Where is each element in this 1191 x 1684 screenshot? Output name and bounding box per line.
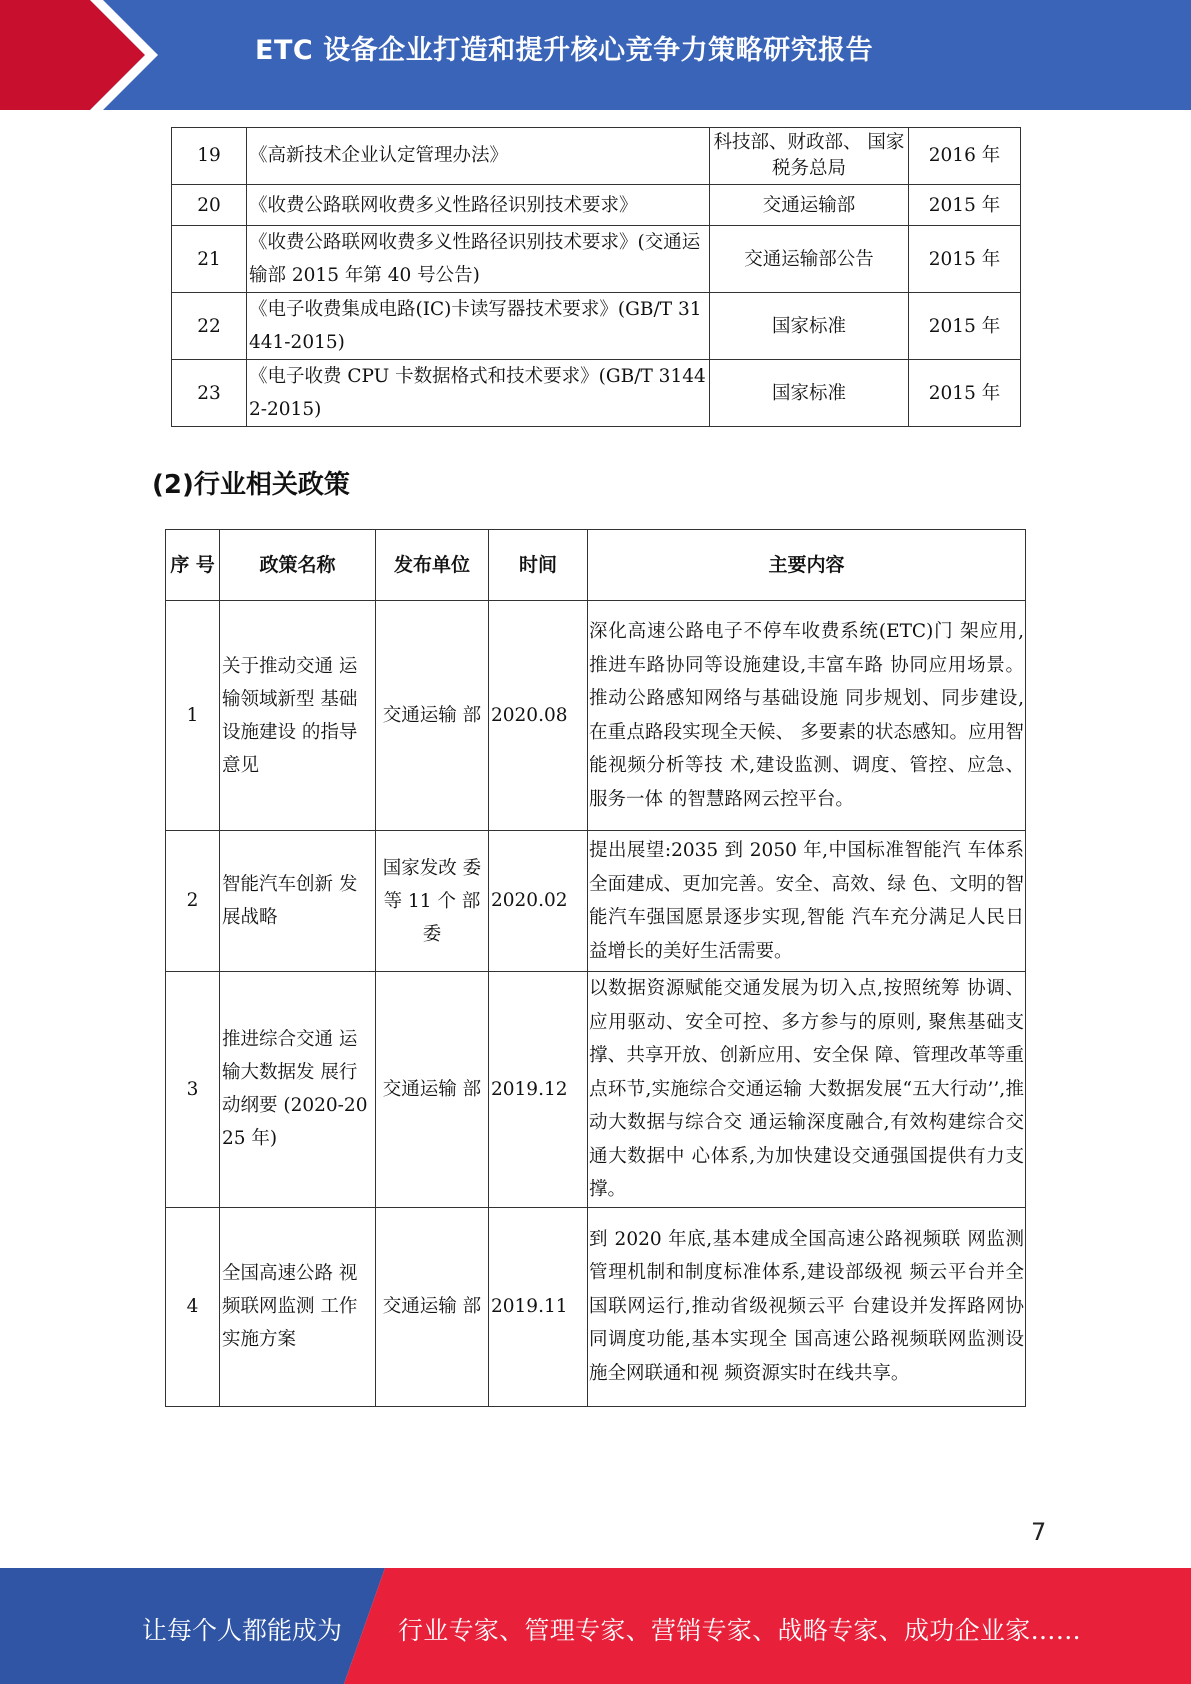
- table-row: [172, 360, 1021, 427]
- standards-table: [171, 127, 1021, 427]
- issuer: 交通运输 部: [376, 1207, 489, 1406]
- column-header-no: 序 号: [166, 530, 220, 601]
- issuer: 科技部、财政部、 国家税务总局: [710, 128, 909, 185]
- date: 2020.08: [489, 601, 588, 831]
- policy-name: 全国高速公路 视频联网监测 工作实施方案: [220, 1207, 376, 1406]
- policy-table: [165, 529, 1026, 1407]
- row-number: 1: [166, 601, 220, 831]
- row-number: 20: [172, 185, 247, 226]
- table-row: [166, 601, 1026, 831]
- row-number: 23: [172, 360, 247, 427]
- header-title: ETC 设备企业打造和提升核心竞争力策略研究报告: [255, 35, 874, 66]
- row-number: 3: [166, 972, 220, 1208]
- date: 2019.12: [489, 972, 588, 1208]
- date: 2019.11: [489, 1207, 588, 1406]
- column-header-issuer: 发布单位: [376, 530, 489, 601]
- table-row: [172, 293, 1021, 360]
- footer-slogan-right: 行业专家、管理专家、营销专家、战略专家、成功企业家……: [398, 1616, 1082, 1645]
- policy-name: 推进综合交通 运输大数据发 展行动纲要 (2020-2025 年): [220, 972, 376, 1208]
- issuer: 交通运输部公告: [710, 226, 909, 293]
- column-header-content: 主要内容: [588, 530, 1026, 601]
- policy-content: 深化高速公路电子不停车收费系统(ETC)门 架应用,推进车路协同等设施建设,丰富车路 协同应用场景。推动公路感知网络与基础设施 同步规划、同步建设,在重点路段实现全天候、 多要素的状态感知。应用智能视频分析等技 术,建设监测、调度、管控、应急、服务一体 的智慧路网云控平台。: [588, 601, 1026, 831]
- table-row: [166, 831, 1026, 972]
- date: 2020.02: [489, 831, 588, 972]
- column-header-name: 政策名称: [220, 530, 376, 601]
- section-heading: (2)行业相关政策: [152, 470, 350, 500]
- year: 2015 年: [909, 293, 1021, 360]
- row-number: 22: [172, 293, 247, 360]
- table-header-row: [166, 530, 1026, 601]
- policy-name: 关于推动交通 运输领域新型 基础设施建设 的指导意见: [220, 601, 376, 831]
- table-row: [172, 226, 1021, 293]
- row-number: 21: [172, 226, 247, 293]
- table-row: [166, 1207, 1026, 1406]
- footer-slogan-left: 让每个人都能成为: [142, 1616, 343, 1645]
- policy-name: 智能汽车创新 发展战略: [220, 831, 376, 972]
- issuer: 国家发改 委等 11 个 部委: [376, 831, 489, 972]
- year: 2015 年: [909, 360, 1021, 427]
- row-number: 19: [172, 128, 247, 185]
- standard-name: 《电子收费 CPU 卡数据格式和技术要求》(GB/T 31442-2015): [247, 360, 710, 427]
- issuer: 交通运输部: [710, 185, 909, 226]
- table-row: [172, 128, 1021, 185]
- policy-content: 以数据资源赋能交通发展为切入点,按照统筹 协调、应用驱动、安全可控、多方参与的原则, 聚焦基础支撑、共享开放、创新应用、安全保 障、管理改革等重点环节,实施综合交通运输 大数据发展“五大行动’’,推动大数据与综合交 通运输深度融合,有效构建综合交通大数据中 心体系,为加快建设交通强国提供有力支撑。: [588, 972, 1026, 1208]
- standard-name: 《电子收费集成电路(IC)卡读写器技术要求》(GB/T 31441-2015): [247, 293, 710, 360]
- policy-content: 到 2020 年底,基本建成全国高速公路视频联 网监测管理机制和制度标准体系,建设部级视 频云平台并全国联网运行,推动省级视频云平 台建设并发挥路网协同调度功能,基本实现全 国高速公路视频联网监测设施全网联通和视 频资源实时在线共享。: [588, 1207, 1026, 1406]
- page-number: 7: [1031, 1518, 1047, 1546]
- policy-content: 提出展望:2035 到 2050 年,中国标准智能汽 车体系全面建成、更加完善。安全、高效、绿 色、文明的智能汽车强国愿景逐步实现,智能 汽车充分满足人民日益增长的美好生活需要。: [588, 831, 1026, 972]
- issuer: 交通运输 部: [376, 601, 489, 831]
- issuer: 国家标准: [710, 293, 909, 360]
- standard-name: 《收费公路联网收费多义性路径识别技术要求》(交通运输部 2015 年第 40 号公告): [247, 226, 710, 293]
- table-row: [166, 972, 1026, 1208]
- standard-name: 《高新技术企业认定管理办法》: [247, 128, 710, 185]
- page-footer: [0, 1568, 1191, 1684]
- page-header: [0, 0, 1191, 110]
- row-number: 2: [166, 831, 220, 972]
- standard-name: 《收费公路联网收费多义性路径识别技术要求》: [247, 185, 710, 226]
- row-number: 4: [166, 1207, 220, 1406]
- header-chevron-decoration: [0, 0, 160, 110]
- year: 2015 年: [909, 226, 1021, 293]
- column-header-date: 时间: [489, 530, 588, 601]
- table-row: [172, 185, 1021, 226]
- issuer: 国家标准: [710, 360, 909, 427]
- issuer: 交通运输 部: [376, 972, 489, 1208]
- year: 2016 年: [909, 128, 1021, 185]
- year: 2015 年: [909, 185, 1021, 226]
